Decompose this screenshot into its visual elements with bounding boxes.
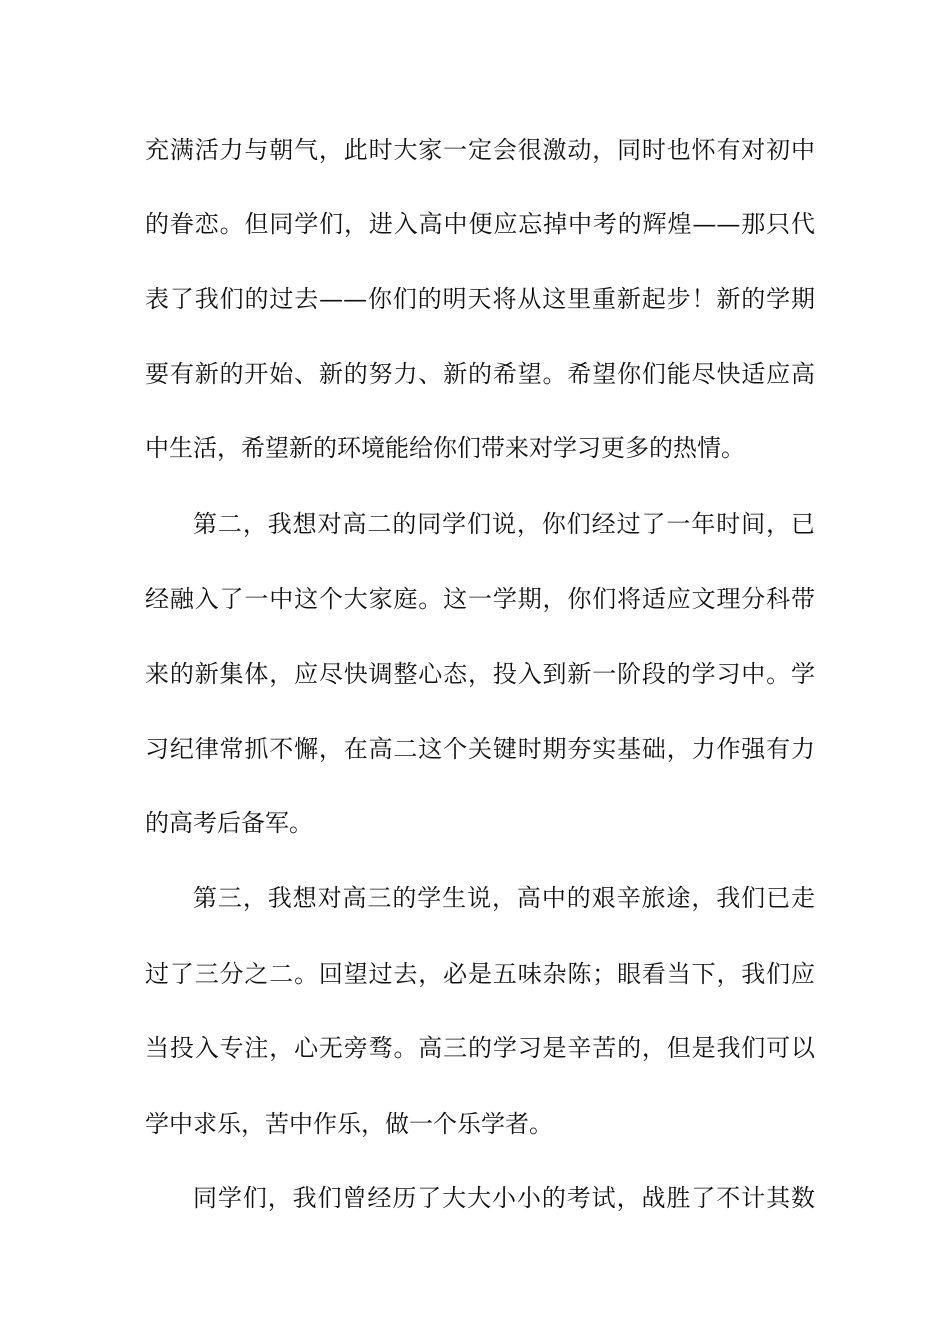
text-line: 习纪律常抓不懈，在高二这个关键时期夯实基础，力作强有力 [145, 735, 815, 763]
text-line: 当投入专注，心无旁骛。高三的学习是辛苦的，但是我们可以 [145, 1034, 815, 1062]
text-line: 第二，我想对高二的同学们说，你们经过了一年时间，已 [193, 510, 815, 538]
text-line: 要有新的开始、新的努力、新的希望。希望你们能尽快适应高 [145, 360, 815, 388]
text-line: 学中求乐，苦中作乐，做一个乐学者。 [145, 1110, 553, 1138]
text-line: 过了三分之二。回望过去，必是五味杂陈；眼看当下，我们应 [145, 960, 815, 988]
text-line: 来的新集体，应尽快调整心态，投入到新一阶段的学习中。学 [145, 660, 815, 688]
text-line: 表了我们的过去——你们的明天将从这里重新起步！新的学期 [145, 285, 815, 313]
text-line: 的眷恋。但同学们，进入高中便应忘掉中考的辉煌——那只代 [145, 210, 815, 238]
text-line: 充满活力与朝气，此时大家一定会很激动，同时也怀有对初中 [145, 136, 815, 164]
text-line: 同学们，我们曾经历了大大小小的考试，战胜了不计其数 [193, 1184, 815, 1212]
text-line: 中生活，希望新的环境能给你们带来对学习更多的热情。 [145, 434, 745, 462]
text-line: 的高考后备军。 [145, 809, 313, 837]
text-line: 经融入了一中这个大家庭。这一学期，你们将适应文理分科带 [145, 585, 815, 613]
text-line: 第三，我想对高三的学生说，高中的艰辛旅途，我们已走 [193, 884, 815, 912]
